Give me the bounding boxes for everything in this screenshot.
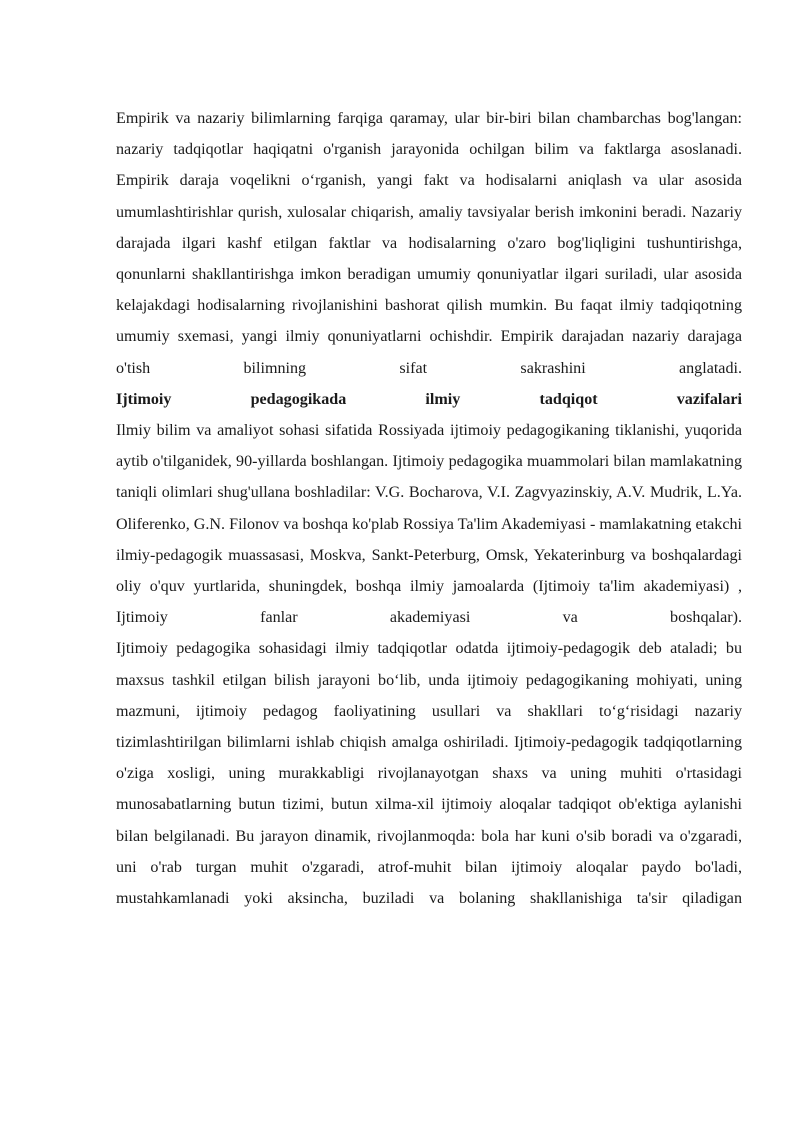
paragraph-research-specifics: Ijtimoiy pedagogika sohasidagi ilmiy tadqiqotlar odatda ijtimoiy-pedagogik deb ataladi; bu maxsus tashkil etilgan bilish jarayoni bo‘lib, unda ijtimoiy pedagogikaning mohiyati, uning mazmuni, ijtimoiy pedagog faoliyatining usullari va shakllari to‘g‘risidagi nazariy tizimlashtirilgan bilimlarni ishlab chiqish amalga oshiriladi. Ijtimoiy-pedagogik tadqiqotlarning o'ziga xosligi, uning murakkabligi rivojlanayotgan shaxs va uning muhiti o'rtasidagi munosabatlarning butun tizimi, butun xilma-xil ijtimoiy aloqalar tadqiqot ob'ektiga aylanishi bilan belgilanadi. Bu jarayon dinamik, rivojlanmoqda: bola har kuni o'sib boradi va o'zgaradi, uni o'rab turgan muhit o'zgaradi, atrof-muhit bilan ijtimoiy aloqalar paydo bo'ladi, mustahkamlanadi yoki aksincha, buziladi va bolaning shakllanishiga ta'sir qiladigan (116, 640, 742, 908)
document-page (116, 103, 742, 914)
paragraph-revival-history: Ilmiy bilim va amaliyot sohasi sifatida Rossiyada ijtimoiy pedagogikaning tiklanishi, yuqorida aytib o'tilganidek, 90-yillarda boshlangan. Ijtimoiy pedagogika muammolari bilan mamlakatning taniqli olimlari shug'ullana boshladilar: V.G. Bocharova, V.I. Zagvyazinskiy, A.V. Mudrik, L.Ya. Oliferenko, G.N. Filonov va boshqa ko'plab Rossiya Ta'lim Akademiyasi - mamlakatning etakchi ilmiy-pedagogik muassasasi, Moskva, Sankt-Peterburg, Omsk, Yekaterinburg va boshqalardagi oliy o'quv yurtlarida, shuningdek, boshqa ilmiy jamoalarda (Ijtimoiy ta'lim akademiyasi) , Ijtimoiy fanlar akademiyasi va boshqalar). (116, 422, 742, 627)
paragraph-empirical-theoretical: Empirik va nazariy bilimlarning farqiga qaramay, ular bir-biri bilan chambarchas bog'langan: nazariy tadqiqotlar haqiqatni o'rganish jarayonida ochilgan bilim va faktlarga asoslanadi. Empirik daraja voqelikni o‘rganish, yangi fakt va hodisalarni aniqlash va ular asosida umumlashtirishlar qurish, xulosalar chiqarish, amaliy tavsiyalar berish imkonini beradi. Nazariy darajada ilgari kashf etilgan faktlar va hodisalarning o'zaro bog'liqligini tushuntirishga, qonunlarni shakllantirishga imkon beradigan umumiy qonuniyatlar ilgari suriladi, ular asosida kelajakdagi hodisalarning rivojlanishini bashorat qilish mumkin. Bu faqat ilmiy tadqiqotning umumiy sxemasi, yangi ilmiy qonuniyatlarni ochishdir. Empirik darajadan nazariy darajaga o'tish bilimning sifat sakrashini anglatadi. (116, 110, 742, 377)
section-heading: Ijtimoiy pedagogikada ilmiy tadqiqot vazifalari (116, 390, 742, 408)
